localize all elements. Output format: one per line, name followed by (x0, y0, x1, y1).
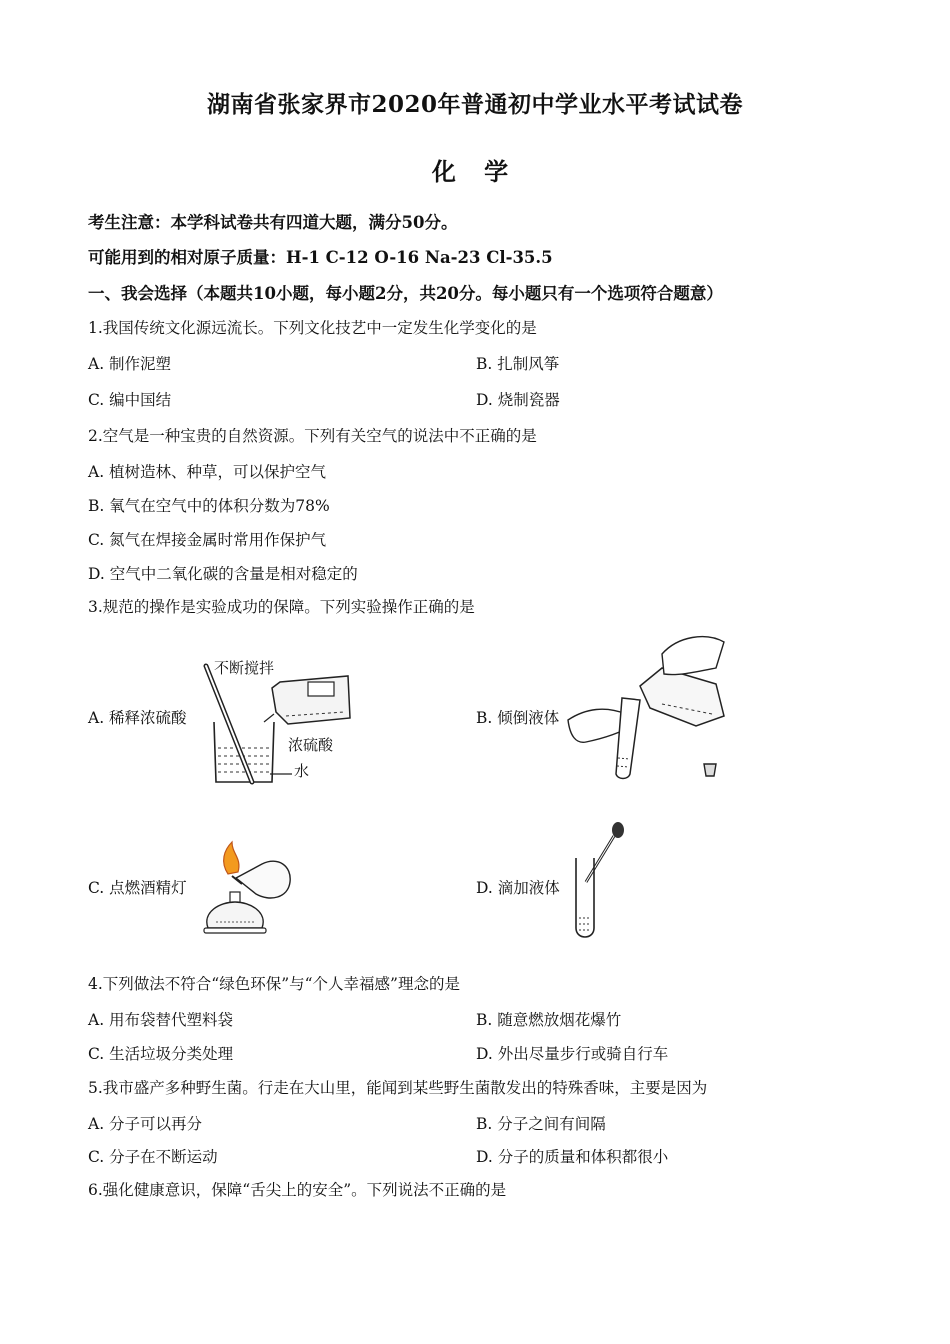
test-tube-icon (616, 698, 640, 779)
question-5-option-c: C. 分子在不断运动 (88, 1148, 218, 1166)
question-2-option-c: C. 氮气在焊接金属时常用作保护气 (88, 531, 327, 549)
question-3-option-d: D. 滴加液体 (476, 879, 560, 897)
question-3-stem: 3.规范的操作是实验成功的保障。下列实验操作正确的是 (88, 598, 475, 616)
beaker-icon (214, 722, 274, 782)
question-1-option-d: D. 烧制瓷器 (476, 391, 560, 409)
question-4-option-d: D. 外出尽量步行或骑自行车 (476, 1045, 669, 1063)
question-3-option-a: A. 稀释浓硫酸 (88, 709, 187, 727)
question-1-option-b: B. 扎制风筝 (476, 355, 560, 373)
dropper-bulb-icon (612, 822, 624, 838)
atomic-masses: 可能用到的相对原子质量：H-1 C-12 O-16 Na-23 Cl-35.5 (88, 248, 553, 267)
question-4-option-b: B. 随意燃放烟花爆竹 (476, 1011, 622, 1029)
question-5-option-a: A. 分子可以再分 (88, 1115, 203, 1133)
question-3-option-b: B. 倾倒液体 (476, 709, 560, 727)
label-water: 水 (294, 762, 310, 780)
question-6-stem: 6.强化健康意识，保障“舌尖上的安全”。下列说法不正确的是 (88, 1181, 507, 1199)
question-4-stem: 4.下列做法不符合“绿色环保”与“个人幸福感”理念的是 (88, 975, 460, 993)
reagent-bottle-icon (640, 668, 724, 726)
upright-lamp-icon (207, 902, 263, 928)
exam-title: 湖南省张家界市2020年普通初中学业水平考试试卷 (206, 91, 743, 118)
figure-dropper (568, 818, 638, 946)
test-tube-icon (576, 858, 594, 937)
question-3-option-c: C. 点燃酒精灯 (88, 879, 187, 897)
question-5-option-b: B. 分子之间有间隔 (476, 1115, 606, 1133)
question-2-option-b: B. 氧气在空气中的体积分数为78% (88, 497, 330, 515)
figure-alcohol-lamp (192, 836, 302, 946)
question-1-option-a: A. 制作泥塑 (88, 355, 172, 373)
label-stir: 不断搅拌 (214, 659, 275, 677)
question-4-option-a: A. 用布袋替代塑料袋 (88, 1011, 234, 1029)
tilted-lamp-icon (236, 861, 290, 898)
stopper-icon (704, 764, 716, 776)
flame-icon (224, 842, 239, 874)
exam-notice: 考生注意：本学科试卷共有四道大题，满分50分。 (88, 213, 458, 232)
label-acid: 浓硫酸 (288, 736, 334, 754)
question-5-option-d: D. 分子的质量和体积都很小 (476, 1148, 669, 1166)
figure-dilute-acid (200, 652, 360, 792)
figure-pour-liquid (566, 628, 736, 788)
question-4-option-c: C. 生活垃圾分类处理 (88, 1045, 234, 1063)
question-1-stem: 1.我国传统文化源远流长。下列文化技艺中一定发生化学变化的是 (88, 319, 537, 337)
subject-title: 化 学 (431, 157, 519, 186)
question-2-option-a: A. 植树造林、种草，可以保护空气 (88, 463, 327, 481)
question-2-option-d: D. 空气中二氧化碳的含量是相对稳定的 (88, 565, 358, 583)
section-heading: 一、我会选择（本题共10小题，每小题2分，共20分。每小题只有一个选项符合题意） (88, 284, 723, 303)
question-5-stem: 5.我市盛产多种野生菌。行走在大山里，能闻到某些野生菌散发出的特殊香味，主要是因为 (88, 1079, 708, 1097)
question-2-stem: 2.空气是一种宝贵的自然资源。下列有关空气的说法中不正确的是 (88, 427, 537, 445)
question-1-option-c: C. 编中国结 (88, 391, 172, 409)
